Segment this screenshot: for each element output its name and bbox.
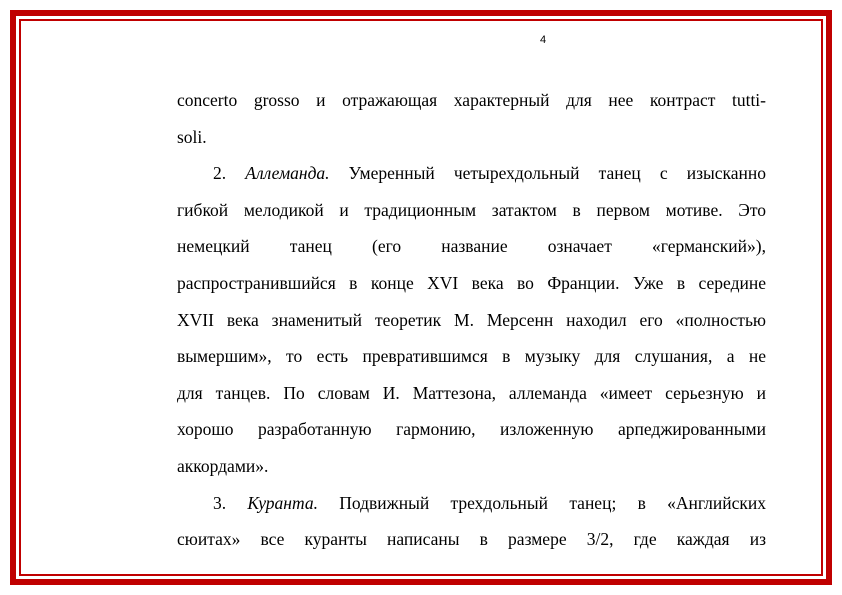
text-line-6 <box>177 265 766 302</box>
text-line-7 <box>177 302 766 339</box>
line-4-text: гибкой мелодикой и традиционным затактом в первом мотиве. Это <box>177 199 766 220</box>
text-line-13 <box>177 521 766 558</box>
line-11-text: аккордами». <box>177 455 269 476</box>
text-line-2 <box>177 119 766 156</box>
text-line-9 <box>177 375 766 412</box>
term-courante: Куранта. <box>247 492 318 513</box>
line-13-text: сюитах» все куранты написаны в размере 3/2, где каждая из <box>177 529 766 550</box>
line-9-text: для танцев. По словам И. Маттезона, аллеманда «имеет серьезную и <box>177 382 766 403</box>
text-line-10 <box>177 411 766 448</box>
text-line-4 <box>177 192 766 229</box>
line-8-text: вымершим», то есть превратившимся в музыку для слушания, а не <box>177 346 766 367</box>
text-line-1 <box>177 82 766 119</box>
line-2-text: soli. <box>177 126 207 147</box>
text-line-3 <box>177 155 766 192</box>
item-number-3: 3. <box>213 492 248 513</box>
page-number: 4 <box>539 34 547 46</box>
text-line-5 <box>177 228 766 265</box>
line-12-text: Подвижный трехдольный танец; в «Английских <box>317 492 766 513</box>
text-line-12 <box>177 485 766 522</box>
line-6-text: распространившийся в конце XVI века во Франции. Уже в середине <box>177 272 766 293</box>
term-allemande: Аллеманда. <box>245 163 330 184</box>
item-number-2: 2. <box>213 163 246 184</box>
body-text <box>177 82 766 558</box>
text-line-8 <box>177 338 766 375</box>
line-3-text: Умеренный четырехдольный танец с изысканно <box>329 163 767 184</box>
line-10-text: хорошо разработанную гармонию, изложенную арпеджированными <box>177 419 766 440</box>
line-7-text: XVII века знаменитый теоретик М. Мерсенн находил его «полностью <box>177 309 766 330</box>
line-1-text: concerto grosso и отражающая характерный для нее контраст tutti- <box>177 90 766 110</box>
line-5-text: немецкий танец (его название означает «германский»), <box>177 236 766 257</box>
text-line-11 <box>177 448 766 485</box>
